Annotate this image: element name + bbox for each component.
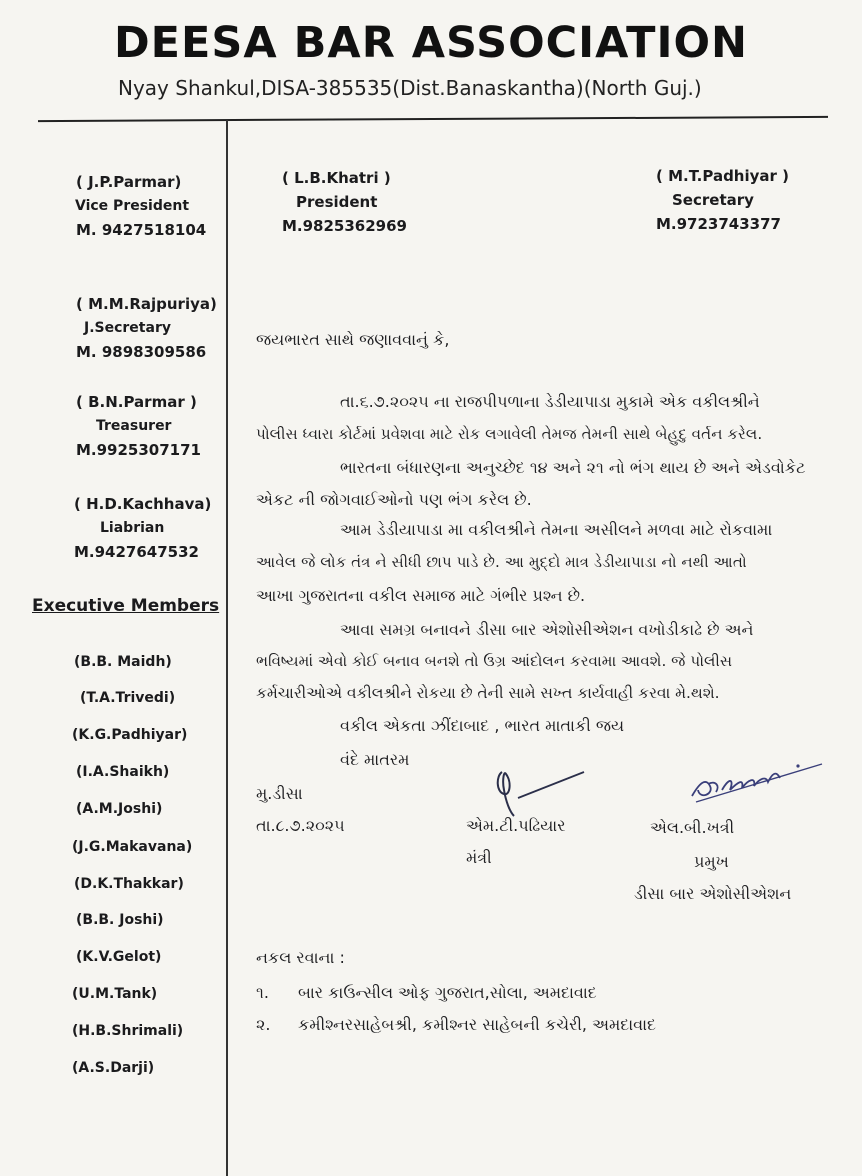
officer-vice-president bbox=[76, 170, 206, 242]
president-signatory-org: ડીસા બાર એશોસીએશન bbox=[634, 884, 792, 903]
sidebar-divider bbox=[226, 120, 228, 1176]
officer-name: ( B.N.Parmar ) bbox=[76, 393, 197, 411]
secretary-signature bbox=[488, 762, 598, 818]
letter-slogan: વંદે માતરમ bbox=[340, 750, 410, 769]
president-signature bbox=[686, 756, 826, 810]
president-signatory-name: એલ.બી.ખત્રી bbox=[650, 818, 735, 837]
member-item: (I.A.Shaikh) bbox=[76, 764, 170, 780]
officer-mobile: M.9925307171 bbox=[76, 441, 201, 459]
officer-role: Liabrian bbox=[100, 520, 165, 536]
officer-role: Treasurer bbox=[96, 418, 172, 434]
officer-name: ( H.D.Kachhava) bbox=[74, 495, 212, 513]
copy-number: ૨. bbox=[256, 1015, 271, 1034]
letter-slogan: વકીલ એકતા ઝીંદાબાદ , ભારત માતાકી જય bbox=[340, 716, 625, 735]
member-item: (J.G.Makavana) bbox=[72, 839, 193, 855]
member-item: (B.B. Joshi) bbox=[76, 912, 164, 928]
member-item: (D.K.Thakkar) bbox=[74, 876, 184, 892]
letter-line: ભવિષ્યમાં એવો કોઈ બનાવ બનશે તો ઉગ્ર આંદોલન કરવામા આવશે. જે પોલીસ bbox=[256, 652, 733, 670]
officer-role: President bbox=[296, 193, 378, 211]
letterhead-address: Nyay Shankul,DISA-385535(Dist.Banaskantha)(North Guj.) bbox=[118, 76, 702, 100]
officer-name: ( J.P.Parmar) bbox=[76, 173, 182, 191]
member-item: (A.M.Joshi) bbox=[76, 801, 163, 817]
secretary-signatory-name: એમ.ટી.પઢિયાર bbox=[466, 816, 566, 835]
copy-number: ૧. bbox=[256, 983, 269, 1002]
member-item: (B.B. Maidh) bbox=[74, 654, 172, 670]
letter-line: કર્મચારીઓએ વકીલશ્રીને રોકયા છે તેની સામે સખ્ત કાર્યવાહી કરવા મે.થશે. bbox=[256, 684, 720, 702]
officer-mobile: M. 9427518104 bbox=[76, 221, 207, 239]
officer-treasurer bbox=[76, 390, 201, 462]
member-item: (K.V.Gelot) bbox=[76, 949, 162, 965]
letter-line: આવા સમગ્ર બનાવને ડીસા બાર એશોસીએશન વખોડીકાઢે છે અને bbox=[340, 620, 754, 639]
officer-role: Vice President bbox=[75, 198, 190, 214]
officer-role: Secretary bbox=[672, 191, 754, 209]
copy-recipient: કમીશ્નરસાહેબશ્રી, કમીશ્નર સાહેબની કચેરી, અમદાવાદ bbox=[298, 1015, 656, 1034]
member-item: (H.B.Shrimali) bbox=[72, 1023, 184, 1039]
letter-salutation: જયભારત સાથે જણાવવાનું કે, bbox=[256, 330, 450, 349]
officer-mobile: M.9825362969 bbox=[282, 217, 407, 235]
officer-mobile: M. 9898309586 bbox=[76, 343, 207, 361]
officer-name: ( L.B.Khatri ) bbox=[282, 169, 391, 187]
copy-recipient: બાર કાઉન્સીલ ઓફ ગુજરાત,સોલા, અમદાવાદ bbox=[298, 983, 597, 1002]
letter-line: એકટ ની જોગવાઈઓનો પણ ભંગ કરેલ છે. bbox=[256, 490, 532, 509]
member-item: (A.S.Darji) bbox=[72, 1060, 155, 1076]
letter-line: આમ ડેડીયાપાડા મા વકીલશ્રીને તેમના અસીલને મળવા માટે રોકવામા bbox=[340, 520, 773, 539]
letter-date: તા.૮.૭.૨૦૨૫ bbox=[256, 816, 345, 835]
letter-line: આખા ગુજરાતના વકીલ સમાજ માટે ગંભીર પ્રશ્ન છે. bbox=[256, 586, 586, 605]
letterhead-title: DEESA BAR ASSOCIATION bbox=[113, 18, 748, 68]
letter-line: આવેલ જે લોક તંત્ર ને સીધી છાપ પાડે છે. આ મુદ્દો માત્ર ડેડીયાપાડા નો નથી આતો bbox=[256, 553, 747, 571]
member-item: (U.M.Tank) bbox=[72, 986, 158, 1002]
president-signatory-role: પ્રમુખ bbox=[694, 852, 729, 871]
letter-line: પોલીસ ધ્વારા કોર્ટમાં પ્રવેશવા માટે રોક લગાવેલી તેમજ તેમની સાથે બેહુદુ વર્તન કરેલ. bbox=[256, 425, 763, 443]
officer-mobile: M.9723743377 bbox=[656, 215, 781, 233]
letter-line: તા.૬.૭.૨૦૨૫ ના રાજપીપળાના ડેડીયાપાડા મુકામે એક વકીલશ્રીને bbox=[340, 392, 760, 411]
officer-president bbox=[282, 166, 407, 238]
executive-members-heading: Executive Members bbox=[32, 596, 220, 616]
officer-mobile: M.9427647532 bbox=[74, 543, 199, 561]
letter-line: ભારતના બંધારણના અનુચ્છેદ ૧૪ અને ૨૧ નો ભંગ થાય છે અને એડવોકેટ bbox=[340, 458, 806, 477]
officer-librarian bbox=[74, 492, 211, 564]
member-item: (T.A.Trivedi) bbox=[80, 690, 176, 706]
member-item: (K.G.Padhiyar) bbox=[72, 727, 188, 743]
header-divider bbox=[38, 116, 828, 122]
letter-place: મુ.ડીસા bbox=[256, 784, 303, 803]
officer-secretary bbox=[656, 164, 789, 236]
officer-joint-secretary bbox=[76, 292, 217, 364]
officer-name: ( M.T.Padhiyar ) bbox=[656, 167, 790, 185]
copy-heading: નકલ રવાના : bbox=[256, 948, 345, 967]
officer-name: ( M.M.Rajpuriya) bbox=[76, 295, 217, 313]
officer-role: J.Secretary bbox=[84, 320, 171, 336]
secretary-signatory-role: મંત્રી bbox=[466, 848, 492, 867]
